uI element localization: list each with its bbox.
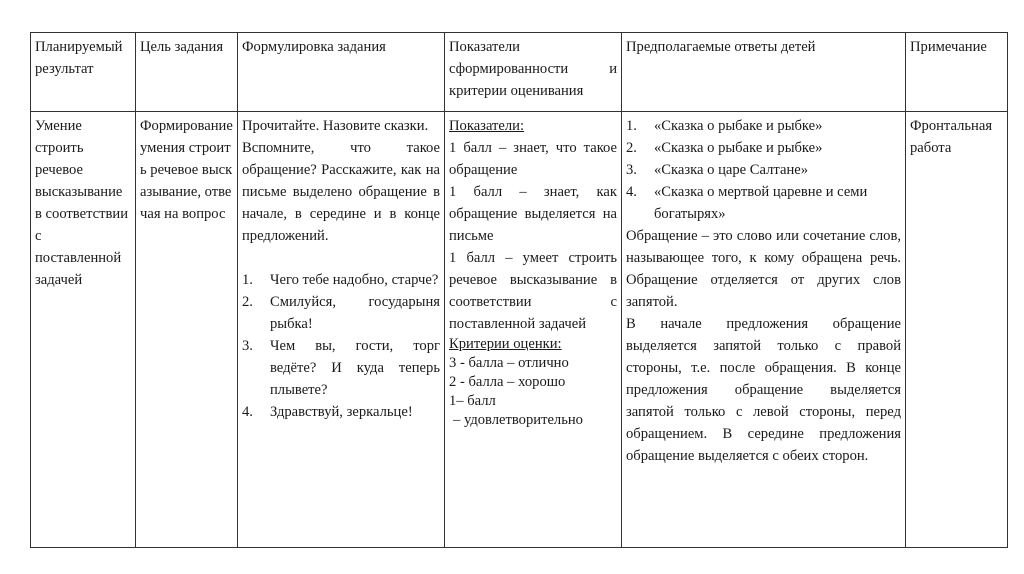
list-item [626, 137, 901, 159]
criteria-line: 1– балл [449, 393, 496, 409]
lesson-plan-table [30, 32, 1008, 548]
criteria-line: 3 - балла – отлично [449, 355, 569, 371]
item-number: 4. [242, 404, 253, 420]
cell-note: Фронтальная работа [906, 112, 1008, 548]
indicator-line: 1 балл – знает, как обращение выделяется на письме [449, 184, 617, 244]
header-task: Формулировка задания [238, 33, 445, 112]
item-number: 4. [626, 184, 637, 200]
list-item [242, 291, 440, 335]
header-note: Примечание [906, 33, 1008, 112]
header-indicators: Показатели сформированности и критерии оценивания [445, 33, 622, 112]
item-text: «Сказка о рыбаке и рыбке» [654, 140, 823, 156]
list-item [242, 269, 440, 291]
answer-paragraph: В начале предложения обращение выделяется запятой только с правой стороны, т.е. после обращения. В конце предложения обращение выделяется запятой только с левой стороны, перед обращением. В середине предложения обращение выделяется с обеих сторон. [626, 316, 901, 464]
cell-indicators [445, 112, 622, 548]
item-number: 1. [242, 272, 253, 288]
item-text: «Сказка о царе Салтане» [654, 162, 809, 178]
indicators-title: Показатели: [449, 118, 525, 134]
cell-task [238, 112, 445, 548]
list-item [626, 115, 901, 137]
header-goal: Цель задания [136, 33, 238, 112]
task-question: Вспомните, что такое обращение? Расскажите, как на письме выделено обращение в начале, в середине и в конце предложений. [242, 140, 440, 244]
list-item [242, 335, 440, 401]
item-text: Чего тебе надобно, старче? [270, 272, 439, 288]
header-row [31, 33, 1008, 112]
item-text: Здравствуй, зеркальце! [270, 404, 413, 420]
task-intro: Прочитайте. Назовите сказки. [242, 118, 429, 134]
indicator-line: 1 балл – умеет строить речевое высказывание в соответствии с поставленной задачей [449, 250, 617, 332]
list-item [626, 159, 901, 181]
criteria-line: – удовлетворительно [453, 412, 583, 428]
list-item [242, 401, 440, 423]
item-number: 2. [242, 294, 253, 310]
cell-result: Умение строить речевое высказывание в соответствии с поставленной задачей [31, 112, 136, 548]
criteria-title: Критерии оценки: [449, 336, 562, 352]
header-answers: Предполагаемые ответы детей [622, 33, 906, 112]
cell-goal: Формирование умения строить речевое высказывание, отвечая на вопрос [136, 112, 238, 548]
item-text: «Сказка о мертвой царевне и семи богатырях» [654, 184, 868, 222]
table-row [31, 112, 1008, 548]
item-number: 1. [626, 118, 637, 134]
item-number: 2. [626, 140, 637, 156]
list-item [626, 181, 901, 225]
item-number: 3. [626, 162, 637, 178]
answer-paragraph: Обращение – это слово или сочетание слов, называющее того, к кому обращена речь. Обращение отделяется от других слов запятой. [626, 228, 901, 310]
item-text: Смилуйся, государыня рыбка! [270, 294, 440, 332]
cell-answers [622, 112, 906, 548]
header-planned-result: Планируемый результат [31, 33, 136, 112]
item-number: 3. [242, 338, 253, 354]
item-text: «Сказка о рыбаке и рыбке» [654, 118, 823, 134]
item-text: Чем вы, гости, торг ведёте? И куда теперь плывете? [270, 338, 440, 398]
indicator-line: 1 балл – знает, что такое обращение [449, 140, 617, 178]
criteria-line: 2 - балла – хорошо [449, 374, 566, 390]
